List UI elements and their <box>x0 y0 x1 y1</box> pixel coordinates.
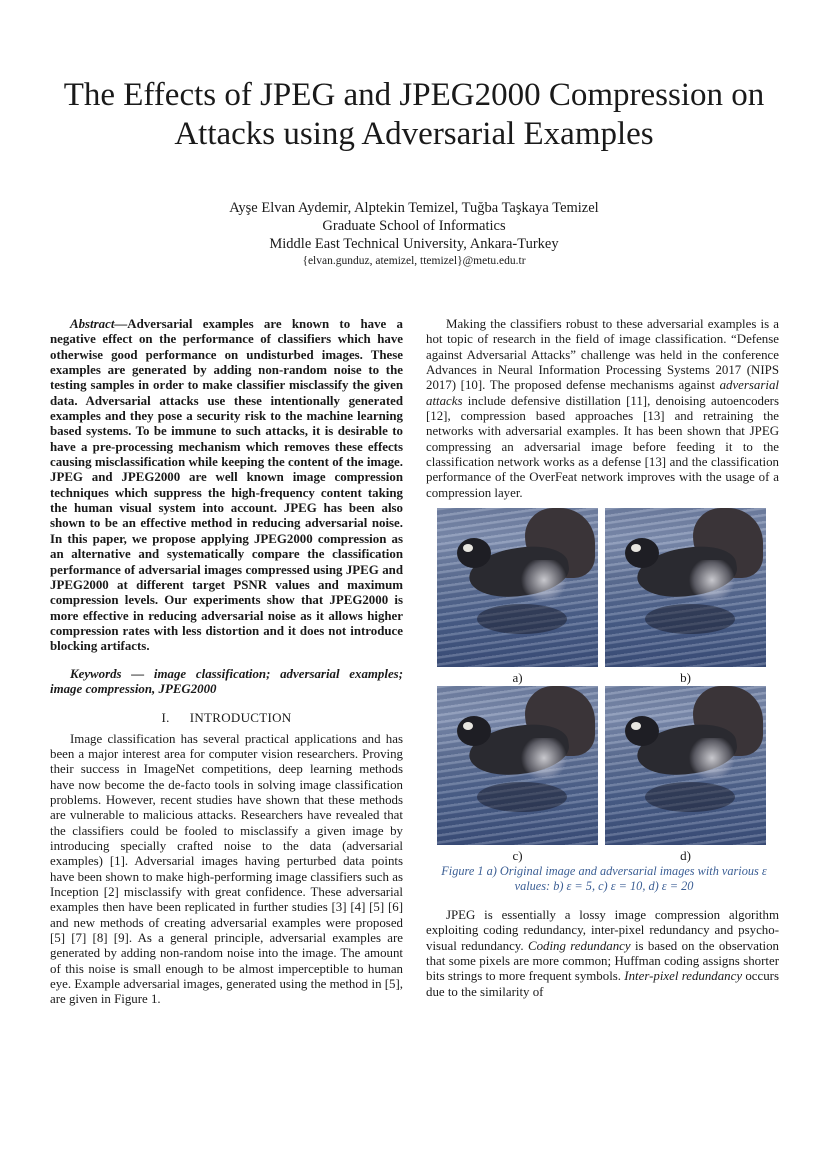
left-column <box>50 317 403 1008</box>
right-column-top <box>426 317 779 501</box>
keywords: Keywords — image classification; adversarial examples; image compression, JPEG2000 <box>50 666 403 696</box>
intro-paragraph: Image classification has several practical applications and has been a major interest area for computer vision researchers. Proving their success in ImageNet competitions, deep learning methods have now become the de-facto tools in solving image classification problems. However, recent studies have shown that these methods are vulnerable to malicious attacks. Researchers have revealed that the classifiers could be fooled to misclassify a given image by introducing specially crafted noise to the data (adversarial examples) [1]. Adversarial images having perturbed data points have been shown to make high-performing image classifiers such as Inception [2] misclassify with great confidence. These adversarial examples then have been replicated in further studies [3] [4] [5] [6] and new methods of creating adversarial examples were proposed [5] [7] [8] [9]. As a general principle, adversarial examples are generated by adding non-random noise into the image. The amount of this noise is small enough to be almost imperceptible to human eye. Example adversarial images, generated using the method in [5], are given in Figure 1. <box>50 731 403 1007</box>
figure-label-b: b) <box>680 670 691 685</box>
section-title: INTRODUCTION <box>189 710 292 726</box>
figure-image-eps20 <box>605 686 766 845</box>
defense-paragraph <box>426 317 779 501</box>
section-number: I. <box>161 710 170 726</box>
figure-image-original <box>437 508 598 667</box>
defense-text-1: Making the classifiers robust to these adversarial examples is a hot topic of research in the field of image classification. “Defense against Adversarial Attacks” challenge was held in the conference Advances in Neural Information Processing Systems 2017 (NIPS 2017) [10]. The proposed defense mechanisms against <box>426 317 779 393</box>
author-university: Middle East Technical University, Ankara-Turkey <box>269 236 559 252</box>
author-email: {elvan.gunduz, atemizel, ttemizel}@metu.edu.tr <box>302 255 526 267</box>
jpeg-text-2: is based on the observation that some pixels are more common; Huffman coding assigns shorter bits strings to more frequent symbols. <box>426 938 780 984</box>
author-names: Ayşe Elvan Aydemir, Alptekin Temizel, Tuğba Taşkaya Temizel <box>229 200 599 216</box>
figure-label-c: c) <box>512 848 523 863</box>
author-block <box>100 199 728 269</box>
jpeg-paragraph <box>426 908 779 1000</box>
defense-text-2: include defensive distillation [11], denoising autoencoders [12], compression based approaches [13] and retraining the networks with adversarial examples. It has been shown that JPEG compressing an adversarial image before feeding it to the classification network works as a defense [13] and the classification performance of the OverFeat network improves with the usage of a compression layer. <box>426 393 779 500</box>
jpeg-text-3: occurs due to the similarity of <box>426 969 779 999</box>
title-line-2: Attacks using Adversarial Examples <box>174 116 654 152</box>
abstract <box>50 317 403 655</box>
figure-caption: Figure 1 a) Original image and adversarial images with various ε values: b) ε = 5, c) ε = 10, d) ε = 20 <box>441 864 767 893</box>
abstract-lead: Abstract— <box>70 317 128 331</box>
title-line-1: The Effects of JPEG and JPEG2000 Compression on <box>63 77 765 113</box>
jpeg-emphasis-2: Inter-pixel redundancy <box>624 969 743 984</box>
figure-image-eps10 <box>437 686 598 845</box>
right-column-bottom <box>426 908 779 1000</box>
jpeg-text-1: JPEG is essentially a lossy image compression algorithm exploiting coding redundancy, inter-pixel redundancy and psycho-visual redundancy. <box>426 908 779 953</box>
paper-title <box>40 76 788 154</box>
figure-label-d: d) <box>680 848 691 863</box>
jpeg-emphasis-1: Coding redundancy <box>527 938 631 953</box>
abstract-text: Adversarial examples are known to have a negative effect on the performance of classifiers which have otherwise good performance on undisturbed images. These examples are generated by adding non-random noise to the testing samples in order to make classifier misclassify the given data. Adversarial attacks use these intentionally generated examples and they pose a security risk to the machine learning based systems. To be immune to such attacks, it is desirable to have a pre-processing mechanism which removes these effects causing misclassification while keeping the content of the image. JPEG and JPEG2000 are well known image compression techniques which suppress the high-frequency content taking the human visual system into account. JPEG has been also shown to be an effective method in reducing adversarial noise. In this paper, we propose applying JPEG2000 compression as an alternative and systematically compare the classification performance of adversarial images compressed using JPEG and JPEG2000 at different target PSNR values and maximum compression levels. Our experiments show that JPEG2000 is more effective in reducing adversarial noise as it allows higher compression rates with less distortion and it does not introduce blocking artifacts. <box>50 317 403 654</box>
section-heading <box>50 710 403 725</box>
defense-emphasis: adversarial attacks <box>426 378 779 408</box>
figure-label-a: a) <box>512 670 523 685</box>
author-school: Graduate School of Informatics <box>322 218 506 234</box>
figure-image-eps5 <box>605 508 766 667</box>
